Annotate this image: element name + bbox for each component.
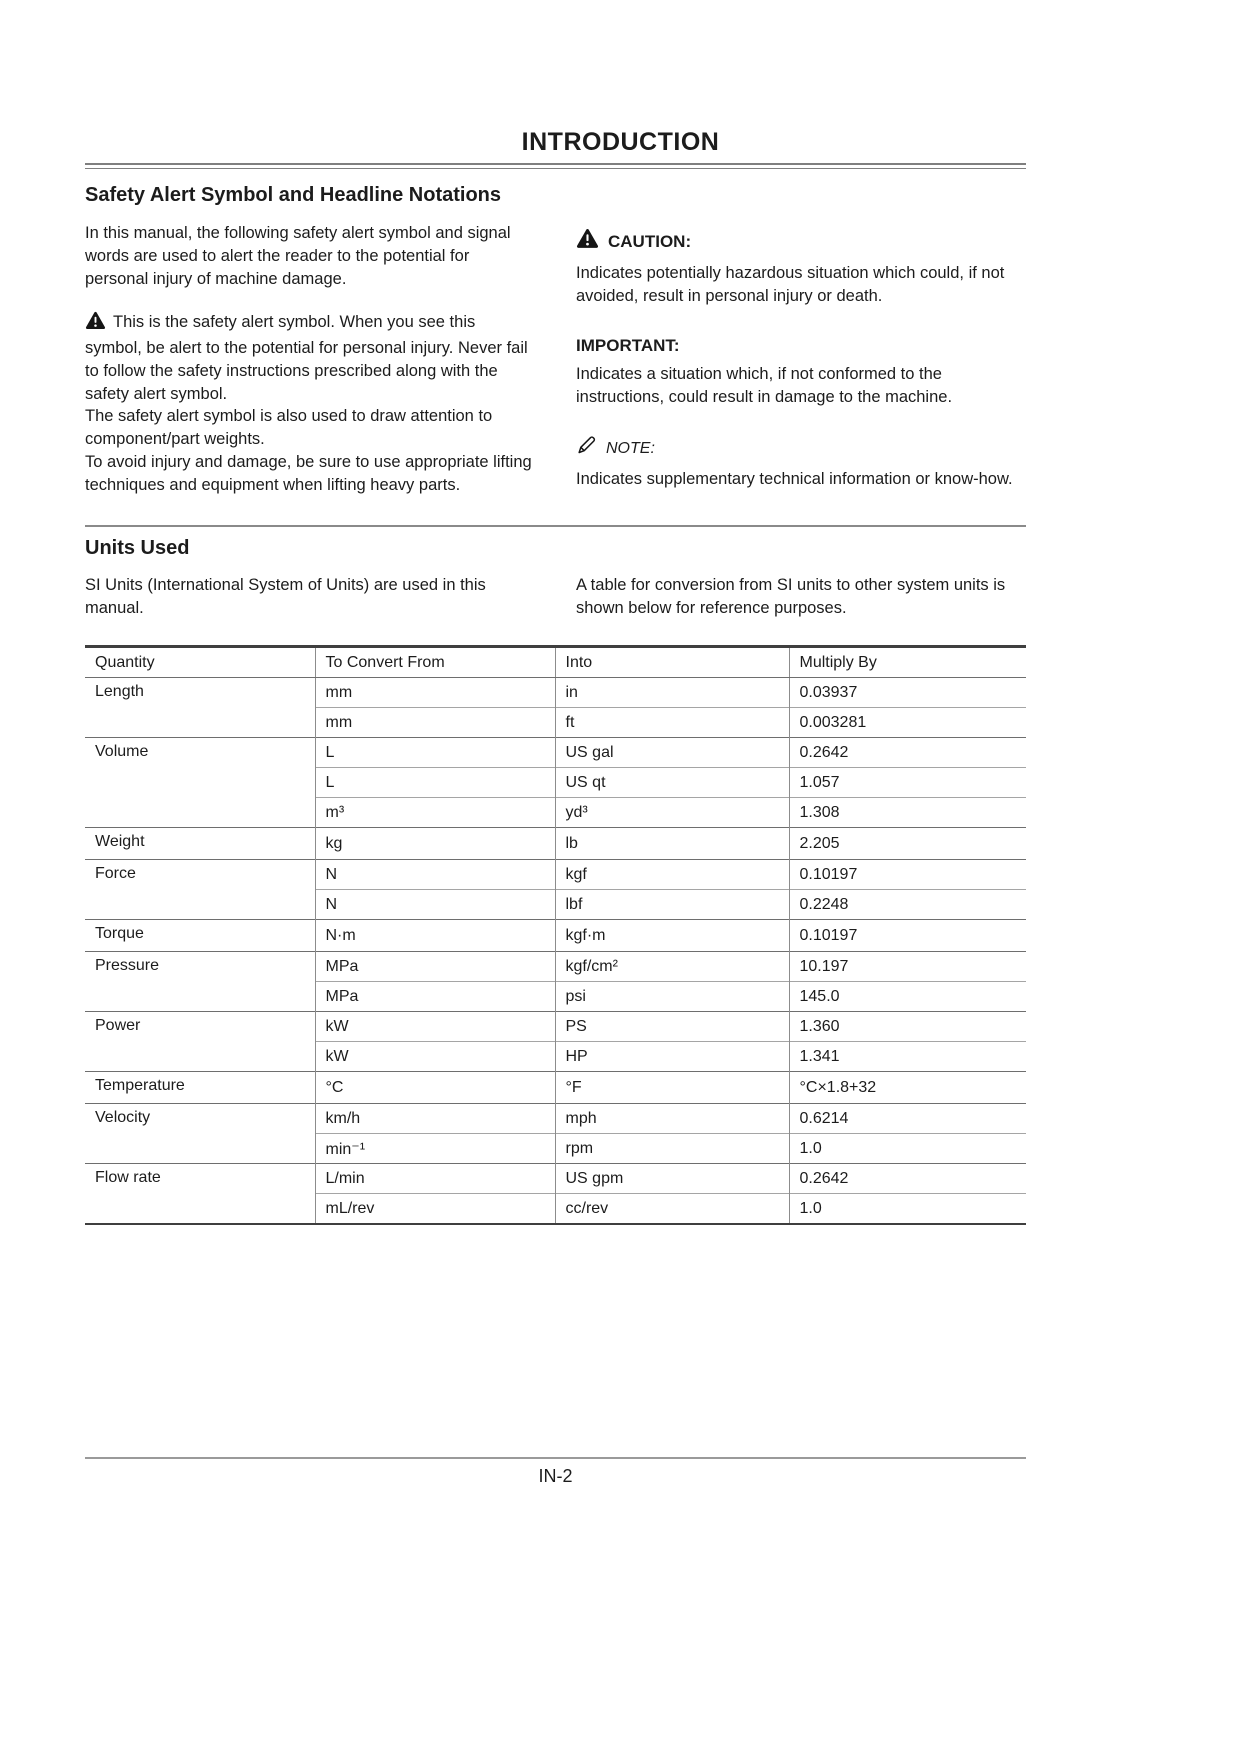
safety-right-column [576, 222, 1026, 491]
quantity-cell: Torque [85, 920, 315, 952]
column-header-multiply-by: Multiply By [789, 647, 1026, 678]
into-cell: °F [555, 1072, 789, 1104]
caution-warning-icon [576, 228, 599, 256]
into-cell: cc/rev [555, 1194, 789, 1225]
important-text: Indicates a situation which, if not conformed to the instructions, could result in damage to the machine. [576, 365, 953, 407]
multiply-cell: 0.03937 [789, 678, 1026, 708]
caution-label: CAUTION: [608, 232, 692, 252]
from-cell: L [315, 738, 555, 768]
multiply-cell: 10.197 [789, 952, 1026, 982]
alert-paragraph-text-2: The safety alert symbol is also used to draw attention to component/part weights. [85, 407, 493, 449]
into-cell: PS [555, 1012, 789, 1042]
column-header-quantity: Quantity [85, 647, 315, 678]
multiply-cell: 1.057 [789, 768, 1026, 798]
multiply-cell: 0.2642 [789, 1164, 1026, 1194]
multiply-cell: 0.2248 [789, 890, 1026, 920]
caution-header [576, 228, 1026, 256]
page-title: INTRODUCTION [521, 128, 720, 156]
from-cell: m³ [315, 798, 555, 828]
table-row [85, 920, 1026, 952]
quantity-cell: Power [85, 1012, 315, 1072]
from-cell: mm [315, 678, 555, 708]
from-cell: mL/rev [315, 1194, 555, 1225]
alert-paragraph-text-1: This is the safety alert symbol. When you see this symbol, be alert to the potential for personal injury. Never fail to follow the safety instructions prescribed along with the safety alert symbol. [85, 312, 528, 403]
table-row [85, 1012, 1026, 1042]
into-cell: US gpm [555, 1164, 789, 1194]
into-cell: US gal [555, 738, 789, 768]
multiply-cell: 0.003281 [789, 708, 1026, 738]
quantity-cell: Temperature [85, 1072, 315, 1104]
safety-section-heading: Safety Alert Symbol and Headline Notations [85, 184, 502, 206]
from-cell: kW [315, 1012, 555, 1042]
alert-paragraph-text-3: To avoid injury and damage, be sure to use appropriate lifting techniques and equipment when lifting heavy parts. [85, 453, 532, 495]
into-cell: psi [555, 982, 789, 1012]
from-cell: kg [315, 828, 555, 860]
units-section-heading: Units Used [85, 537, 190, 559]
quantity-cell: Volume [85, 738, 315, 828]
multiply-cell: °C×1.8+32 [789, 1072, 1026, 1104]
column-header-to-convert-from: To Convert From [315, 647, 555, 678]
table-row [85, 952, 1026, 982]
into-cell: lbf [555, 890, 789, 920]
multiply-cell: 0.10197 [789, 860, 1026, 890]
into-cell: kgf·m [555, 920, 789, 952]
from-cell: L [315, 768, 555, 798]
table-header-row [85, 647, 1026, 678]
unit-conversion-table [85, 645, 1026, 1225]
caution-block [576, 228, 1026, 308]
multiply-cell: 1.360 [789, 1012, 1026, 1042]
column-header-into: Into [555, 647, 789, 678]
from-cell: MPa [315, 952, 555, 982]
from-cell: N [315, 890, 555, 920]
into-cell: rpm [555, 1134, 789, 1164]
safety-alert-icon [85, 311, 106, 337]
quantity-cell: Flow rate [85, 1164, 315, 1225]
multiply-cell: 145.0 [789, 982, 1026, 1012]
multiply-cell: 2.205 [789, 828, 1026, 860]
note-block [576, 435, 1026, 491]
from-cell: °C [315, 1072, 555, 1104]
into-cell: lb [555, 828, 789, 860]
from-cell: L/min [315, 1164, 555, 1194]
multiply-cell: 0.10197 [789, 920, 1026, 952]
into-cell: kgf [555, 860, 789, 890]
units-left-paragraph: SI Units (International System of Units) are used in this manual. [85, 576, 486, 617]
table-row [85, 860, 1026, 890]
table-row [85, 1072, 1026, 1104]
from-cell: km/h [315, 1104, 555, 1134]
table-row [85, 738, 1026, 768]
multiply-cell: 1.308 [789, 798, 1026, 828]
table-row [85, 1164, 1026, 1194]
footer-divider [85, 1457, 1026, 1459]
into-cell: HP [555, 1042, 789, 1072]
quantity-cell: Pressure [85, 952, 315, 1012]
into-cell: kgf/cm² [555, 952, 789, 982]
multiply-cell: 0.6214 [789, 1104, 1026, 1134]
quantity-cell: Length [85, 678, 315, 738]
table-row [85, 678, 1026, 708]
conversion-table-container [85, 645, 1026, 1225]
page-number: IN-2 [538, 1466, 573, 1486]
note-pencil-icon [576, 435, 597, 462]
multiply-cell: 1.0 [789, 1134, 1026, 1164]
quantity-cell: Force [85, 860, 315, 920]
table-row [85, 828, 1026, 860]
multiply-cell: 1.341 [789, 1042, 1026, 1072]
into-cell: mph [555, 1104, 789, 1134]
units-right-paragraph: A table for conversion from SI units to other system units is shown below for reference purposes. [576, 576, 1006, 617]
quantity-cell: Weight [85, 828, 315, 860]
from-cell: mm [315, 708, 555, 738]
title-divider [85, 163, 1026, 169]
into-cell: US qt [555, 768, 789, 798]
important-label: IMPORTANT: [576, 335, 680, 355]
into-cell: yd³ [555, 798, 789, 828]
safety-left-column [85, 222, 535, 517]
from-cell: min⁻¹ [315, 1134, 555, 1164]
section-divider [85, 525, 1026, 527]
into-cell: ft [555, 708, 789, 738]
important-block [576, 334, 1026, 409]
from-cell: MPa [315, 982, 555, 1012]
multiply-cell: 0.2642 [789, 738, 1026, 768]
quantity-cell: Velocity [85, 1104, 315, 1164]
caution-text: Indicates potentially hazardous situation which could, if not avoided, result in personal injury or death. [576, 263, 1005, 305]
note-label: NOTE: [606, 439, 655, 457]
note-header [576, 435, 1026, 462]
from-cell: kW [315, 1042, 555, 1072]
into-cell: in [555, 678, 789, 708]
table-row [85, 1104, 1026, 1134]
from-cell: N [315, 860, 555, 890]
from-cell: N·m [315, 920, 555, 952]
safety-alert-paragraph [85, 311, 535, 497]
note-text: Indicates supplementary technical information or know-how. [576, 470, 1013, 489]
safety-intro-paragraph: In this manual, the following safety alert symbol and signal words are used to alert the reader to the potential for personal injury of machine damage. [85, 224, 511, 288]
multiply-cell: 1.0 [789, 1194, 1026, 1225]
